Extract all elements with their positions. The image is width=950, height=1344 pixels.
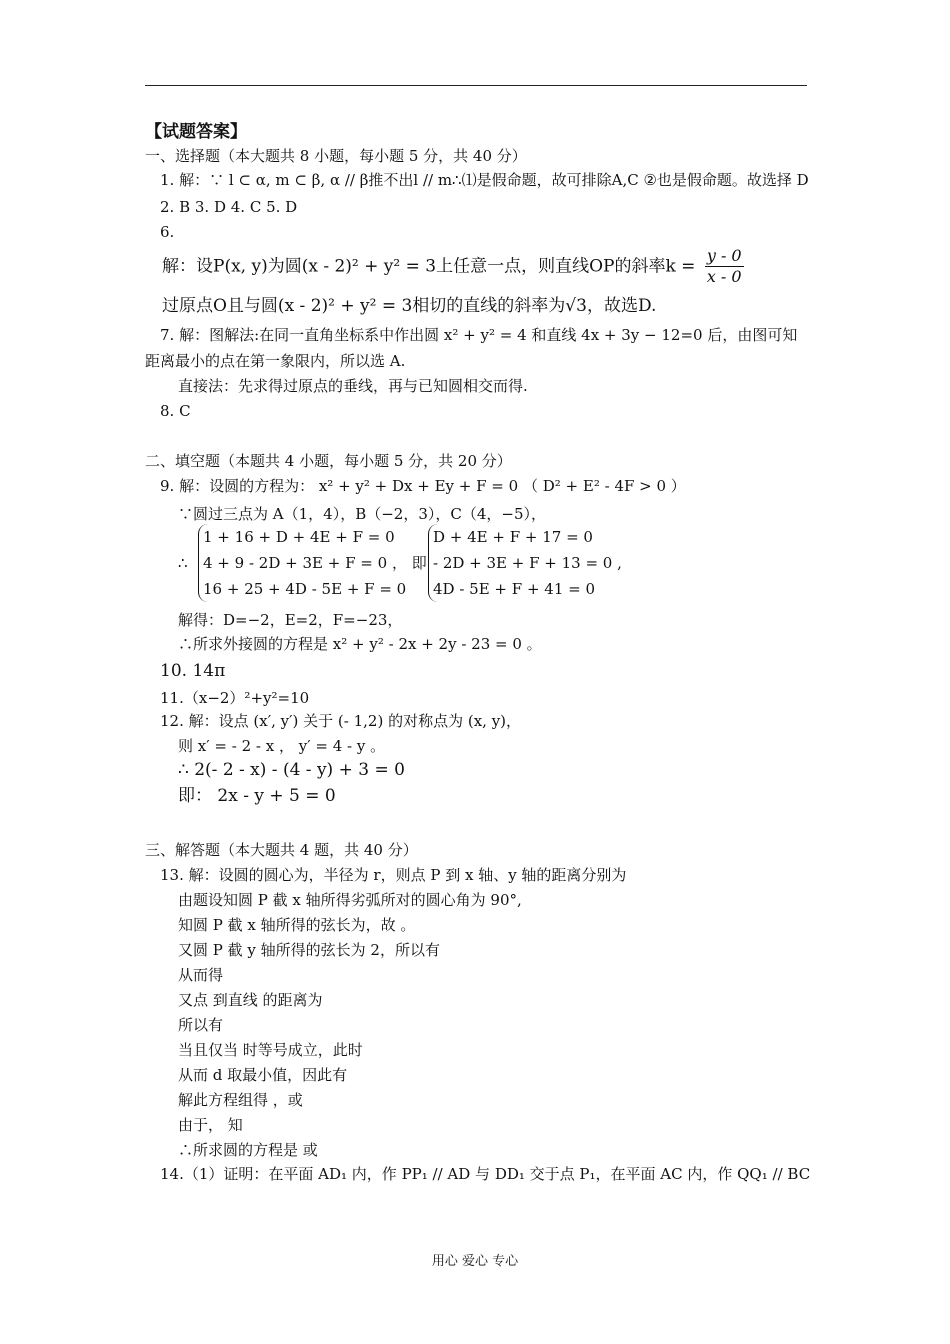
q12-line2: 则 x′ = - 2 - x ， y′ = 4 - y 。 <box>178 737 386 755</box>
q7-line1: 7. 解：图解法:在同一直角坐标系中作出圆 x² + y² = 4 和直线 4x + 3y − 12=0 后，由图可知 <box>160 326 798 344</box>
system2-eq2: - 2D + 3E + F + 13 = 0 , <box>433 554 622 572</box>
fraction-denominator: x - 0 <box>706 267 742 286</box>
q13-line5: 从而得 <box>178 966 224 984</box>
q9-line2: ∵圆过三点为 A（1，4），B（−2，3），C（4，−5）， <box>178 505 546 523</box>
q1-answer: 1. 解：∵ l ⊂ α, m ⊂ β, α // β推不出l // m∴⑴是假命题，故可排除A,C ②也是假命题。故选择 D <box>160 171 809 189</box>
section-2-heading: 二、填空题（本题共 4 小题，每小题 5 分，共 20 分） <box>145 452 512 470</box>
page-footer: 用心 爱心 专心 <box>431 1254 519 1269</box>
q6-solution-line2: 过原点O且与圆(x - 2)² + y² = 3相切的直线的斜率为√3，故选D. <box>162 296 657 316</box>
q12-line3: ∴ 2(- 2 - x) - (4 - y) + 3 = 0 <box>178 760 405 780</box>
fraction-numerator: y - 0 <box>706 246 742 265</box>
q13-line8: 当且仅当 时等号成立，此时 <box>178 1041 363 1059</box>
q6-label: 6. <box>160 223 175 241</box>
q14-line1: 14.（1）证明：在平面 AD₁ 内，作 PP₁ // AD 与 DD₁ 交于点 P₁，在平面 AC 内，作 QQ₁ // BC <box>160 1165 811 1183</box>
section-1-heading: 一、选择题（本大题共 8 小题，每小题 5 分，共 40 分） <box>145 147 527 165</box>
q10-answer: 10. 14π <box>160 661 226 681</box>
system1-eq2: 4 + 9 - 2D + 3E + F = 0 <box>203 554 388 572</box>
q6-solution-line1 <box>162 246 744 287</box>
q7-line3: 直接法：先求得过原点的垂线，再与已知圆相交而得. <box>178 377 528 395</box>
q7-line2: 距离最小的点在第一象限内，所以选 A. <box>145 352 406 370</box>
equation-system-2 <box>428 524 622 602</box>
q13-line3: 知圆 P 截 x 轴所得的弦长为，故 。 <box>178 916 416 934</box>
header-rule <box>145 85 807 86</box>
ji-connector: ， 即 <box>392 554 427 572</box>
brace-left-1 <box>198 524 406 602</box>
q13-line7: 所以有 <box>178 1016 224 1034</box>
q12-line1: 12. 解：设点 (x′, y′) 关于 (- 1,2) 的对称点为 (x, y)， <box>160 712 522 730</box>
q13-line4: 又圆 P 截 y 轴所得的弦长为 2，所以有 <box>178 941 440 959</box>
therefore-symbol: ∴ <box>178 554 188 572</box>
section-3-heading: 三、解答题（本大题共 4 题，共 40 分） <box>145 841 418 859</box>
q13-line11: 由于， 知 <box>178 1116 243 1134</box>
q2-5-answers: 2. B 3. D 4. C 5. D <box>160 198 298 216</box>
q12-line4: 即： 2x - y + 5 = 0 <box>178 786 336 806</box>
equation-system-1 <box>198 524 406 602</box>
system1-eq1: 1 + 16 + D + 4E + F = 0 <box>203 528 395 546</box>
q13-line1: 13. 解：设圆的圆心为，半径为 r，则点 P 到 x 轴、y 轴的距离分别为 <box>160 866 627 884</box>
q8-answer: 8. C <box>160 402 191 420</box>
q13-line6: 又点 到直线 的距离为 <box>178 991 323 1009</box>
q9-result: ∴所求外接圆的方程是 x² + y² - 2x + 2y - 23 = 0 。 <box>178 635 542 653</box>
system2-eq3: 4D - 5E + F + 41 = 0 <box>433 580 596 598</box>
system1-eq3: 16 + 25 + 4D - 5E + F = 0 <box>203 580 407 598</box>
brace-left-2 <box>428 524 622 602</box>
q13-line9: 从而 d 取最小值，因此有 <box>178 1066 348 1084</box>
slope-fraction <box>705 246 744 287</box>
q13-line12: ∴所求圆的方程是 或 <box>178 1141 318 1159</box>
answer-title: 【试题答案】 <box>145 122 247 142</box>
q6-text: 解：设P(x, y)为圆(x - 2)² + y² = 3上任意一点，则直线OP的斜率k = <box>162 256 696 277</box>
q9-line1: 9. 解：设圆的方程为： x² + y² + Dx + Ey + F = 0 （ D² + E² - 4F > 0 ） <box>160 477 686 495</box>
q9-solved: 解得：D=−2，E=2，F=−23， <box>178 611 403 629</box>
q13-line10: 解此方程组得 ，或 <box>178 1091 303 1109</box>
q13-line2: 由题设知圆 P 截 x 轴所得劣弧所对的圆心角为 90°, <box>178 891 522 909</box>
q11-answer: 11.（x−2）²+y²=10 <box>160 689 310 707</box>
system2-eq1: D + 4E + F + 17 = 0 <box>433 528 593 546</box>
